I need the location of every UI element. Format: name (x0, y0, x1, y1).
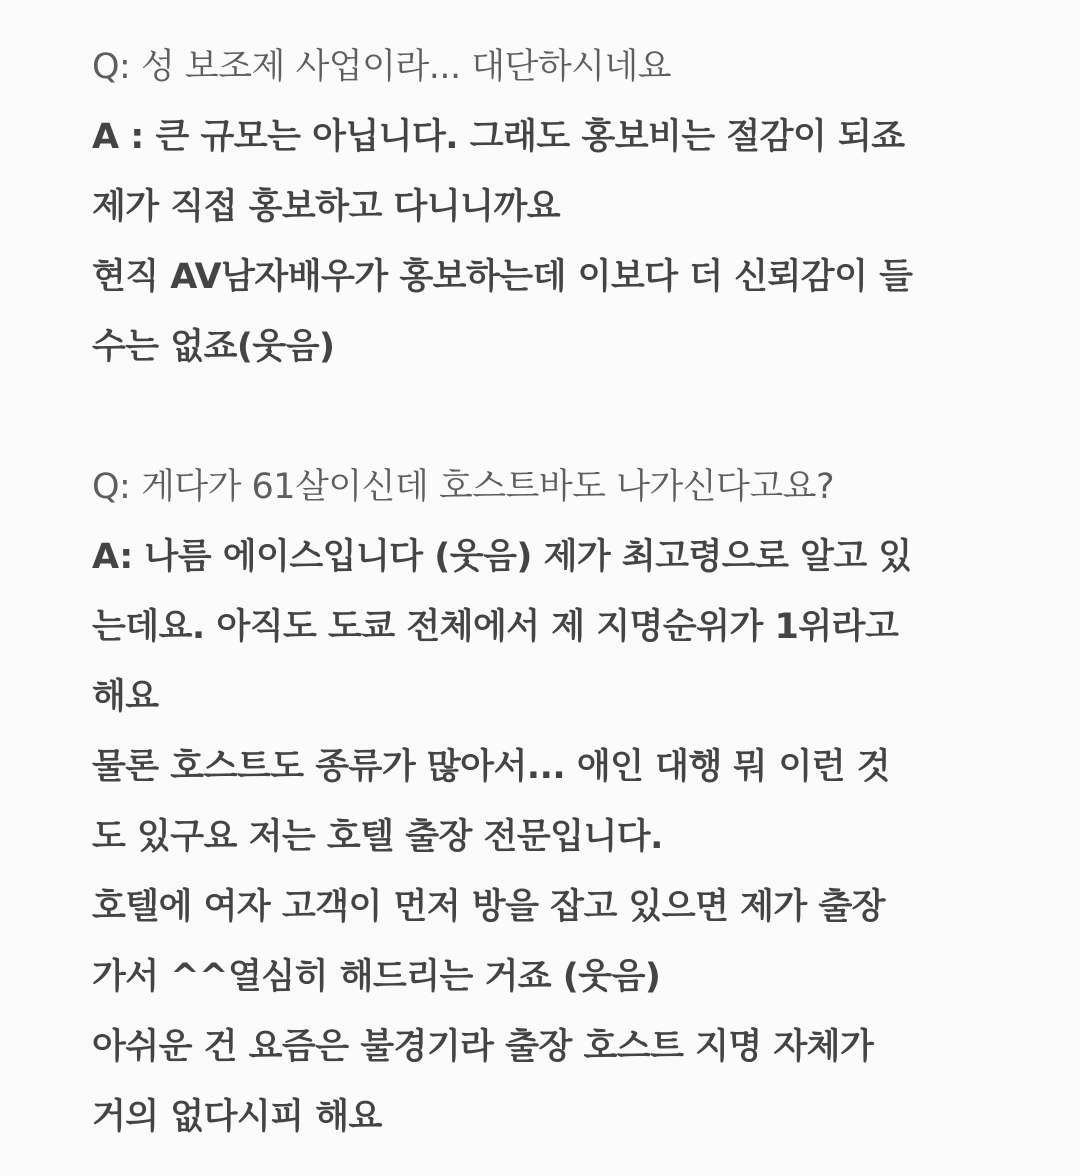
answer-2-line-4: 물론 호스트도 종류가 많아서... 애인 대행 뭐 이런 것 (92, 747, 891, 787)
question-1: Q: 성 보조제 사업이라... 대단하시네요 (92, 47, 672, 87)
answer-1-line-4: 수는 없죠(웃음) (92, 327, 335, 367)
answer-2-line-8: 아쉬운 건 요즘은 불경기라 출장 호스트 지명 자체가 (92, 1027, 874, 1067)
answer-2-line-3: 해요 (92, 677, 159, 717)
answer-2-line-1: A: 나름 에이스입니다 (웃음) 제가 최고령으로 알고 있 (92, 537, 912, 577)
answer-1-line-1: A : 큰 규모는 아닙니다. 그래도 홍보비는 절감이 되죠 (92, 117, 905, 157)
answer-2-line-6: 호텔에 여자 고객이 먼저 방을 잡고 있으면 제가 출장 (92, 887, 885, 927)
answer-2-line-2: 는데요. 아직도 도쿄 전체에서 제 지명순위가 1위라고 (92, 607, 899, 647)
interview-text (92, 32, 1052, 1152)
answer-1-line-3: 현직 AV남자배우가 홍보하는데 이보다 더 신뢰감이 들 (92, 257, 913, 297)
question-2: Q: 게다가 61살이신데 호스트바도 나가신다고요? (92, 467, 835, 507)
answer-2-line-5: 도 있구요 저는 호텔 출장 전문입니다. (92, 817, 663, 857)
answer-2-line-9: 거의 없다시피 해요 (92, 1097, 382, 1137)
paragraph-gap (92, 382, 1052, 452)
answer-1-line-2: 제가 직접 홍보하고 다니니까요 (92, 187, 561, 227)
answer-2-line-7: 가서 ^^열심히 해드리는 거죠 (웃음) (92, 957, 661, 997)
